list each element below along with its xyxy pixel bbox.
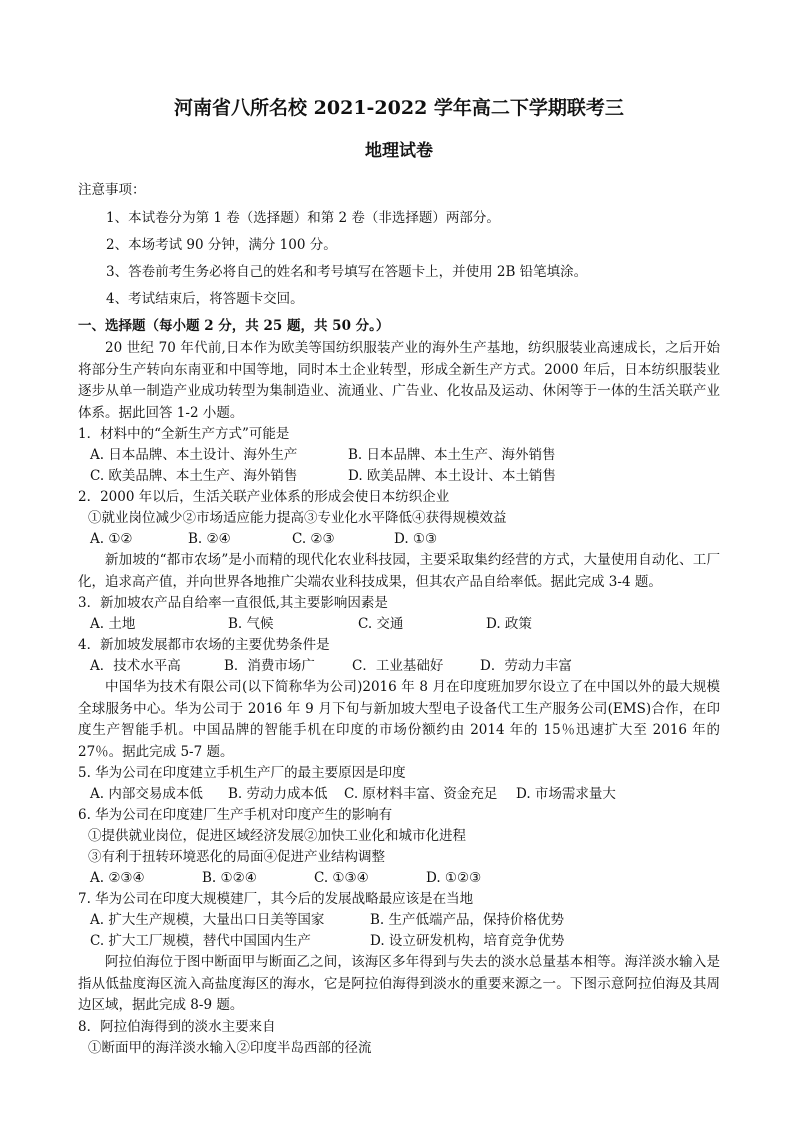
option-a: A. ①② — [90, 531, 133, 547]
option-c: C. 扩大工厂规模，替代中国国内生产 — [90, 933, 311, 949]
question-7-stem: 7. 华为公司在印度大规模建厂，其今后的发展战略最应该是在当地 — [78, 891, 474, 907]
question-1-options-row2 — [78, 466, 720, 487]
question-7-options-row1 — [78, 910, 720, 931]
option-d: D. ①②③ — [426, 870, 482, 886]
option-c: C. ①③④ — [314, 870, 369, 886]
option-c: C. 交通 — [358, 616, 404, 632]
question-5-stem: 5. 华为公司在印度建立手机生产厂的最主要原因是印度 — [78, 765, 406, 781]
option-c: C. 欧美品牌、本土生产、海外销售 — [90, 468, 298, 484]
option-a: A. 土地 — [90, 616, 136, 632]
section-title: 一、选择题（每小题 2 分，共 25 题，共 50 分。） — [78, 318, 390, 334]
option-b: B. ①②④ — [202, 870, 257, 886]
passage-4: 阿拉伯海位于图中断面甲与断面乙之间，该海区多年得到与失去的淡水总量基本相等。海洋淡水输入是指从低盐度海区流入高盐度海区的海水，它是阿拉伯海得到淡水的重要来源之一。下图示意阿拉伯海及其周边区域，据此完成 8-9 题。 — [78, 954, 720, 1013]
option-c: C．工业基础好 — [352, 658, 444, 674]
option-b: B．消费市场广 — [224, 658, 315, 674]
option-b: B. ②④ — [188, 531, 231, 547]
question-8-items: ①断面甲的海洋淡水输入②印度半岛西部的径流 — [88, 1039, 372, 1056]
passage-1: 20 世纪 70 年代前,日本作为欧美等国纺织服装产业的海外生产基地，纺织服装业高速成长，之后开始将部分生产转向东南亚和中国等地，同时本土企业转型，形成全新生产方式。2000 年后，日本纺织服装业逐步从单一制造产业成功转型为集制造业、流通业、广告业、化妆品及运动、休闲等于一体的生活关联产业体系。据此回答 1-2 小题。 — [78, 340, 720, 421]
option-d: D．劳动力丰富 — [480, 658, 572, 674]
note-item: 3、答卷前考生务必将自己的姓名和考号填写在答题卡上，并使用 2B 铅笔填涂。 — [106, 264, 588, 280]
question-2-options — [78, 529, 720, 550]
question-8-stem: 8．阿拉伯海得到的淡水主要来自 — [78, 1018, 276, 1035]
option-d: D. 市场需求量大 — [516, 786, 616, 802]
option-a: A. 日本品牌、本土设计、海外生产 — [90, 447, 298, 463]
note-item: 4、考试结束后，将答题卡交回。 — [106, 291, 304, 307]
exam-subtitle: 地理试卷 — [365, 141, 433, 161]
option-a: A．技术水平高 — [90, 658, 181, 674]
question-6-items-2: ③有利于扭转环境恶化的局面④促进产业结构调整 — [88, 849, 385, 865]
passage-2: 新加坡的“都市农场”是小而精的现代化农业科技园，主要采取集约经营的方式，大量使用自动化、工厂化，追求高产值，并向世界各地推广尖端农业科技成果，但其农产品自给率低。据此完成 3-4 题。 — [78, 552, 720, 590]
option-d: D. 设立研发机构，培育竞争优势 — [370, 933, 565, 949]
question-2-stem: 2．2000 年以后，生活关联产业体系的形成会使日本纺织企业 — [78, 489, 450, 505]
question-4-options — [78, 656, 720, 677]
option-d: D. ①③ — [394, 531, 438, 547]
note-item: 1、本试卷分为第 1 卷（选择题）和第 2 卷（非选择题）两部分。 — [106, 210, 500, 226]
question-2-items: ①就业岗位减少②市场适应能力提高③专业化水平降低④获得规模效益 — [88, 510, 507, 526]
option-a: A. 内部交易成本低 — [90, 786, 203, 802]
option-a: A. ②③④ — [90, 870, 145, 886]
option-a: A. 扩大生产规模，大量出口日美等国家 — [90, 912, 325, 928]
question-6-items-1: ①提供就业岗位，促进区域经济发展②加快工业化和城市化进程 — [88, 828, 466, 844]
notes-heading: 注意事项： — [78, 182, 146, 198]
option-c: C. 原材料丰富、资金充足 — [344, 786, 498, 802]
question-5-options — [78, 784, 720, 805]
option-c: C. ②③ — [292, 531, 335, 547]
option-b: B. 生产低端产品，保持价格优势 — [370, 912, 565, 928]
question-1-stem: 1．材料中的“全新生产方式”可能是 — [78, 426, 290, 442]
option-d: D. 政策 — [486, 616, 532, 632]
question-3-stem: 3．新加坡农产品自给率一直很低,其主要影响因素是 — [78, 595, 388, 611]
question-6-options — [78, 868, 720, 889]
question-4-stem: 4．新加坡发展都市农场的主要优势条件是 — [78, 637, 330, 653]
option-b: B. 气候 — [228, 616, 274, 632]
question-6-stem: 6. 华为公司在印度建厂生产手机对印度产生的影响有 — [78, 807, 393, 823]
option-d: D. 欧美品牌、本土设计、本土销售 — [348, 468, 556, 484]
note-item: 2、本场考试 90 分钟，满分 100 分。 — [106, 237, 337, 253]
option-b: B. 劳动力成本低 — [228, 786, 328, 802]
exam-title: 河南省八所名校 2021-2022 学年高二下学期联考三 — [174, 97, 624, 119]
option-b: B. 日本品牌、本土生产、海外销售 — [348, 447, 556, 463]
question-3-options — [78, 614, 720, 635]
question-7-options-row2 — [78, 931, 720, 952]
passage-3: 中国华为技术有限公司(以下简称华为公司)2016 年 8 月在印度班加罗尔设立了在中国以外的最大规模全球服务中心。华为公司于 2016 年 9 月下旬与新加坡大型电子设备代工生产服务公司(EMS)合作，在印度生产智能手机。中国品牌的智能手机在印度的市场份额约由 2014 年的 15％迅速扩大至 2016 年的 27％。据此完成 5-7 题。 — [78, 679, 720, 760]
question-1-options-row1 — [78, 445, 720, 466]
